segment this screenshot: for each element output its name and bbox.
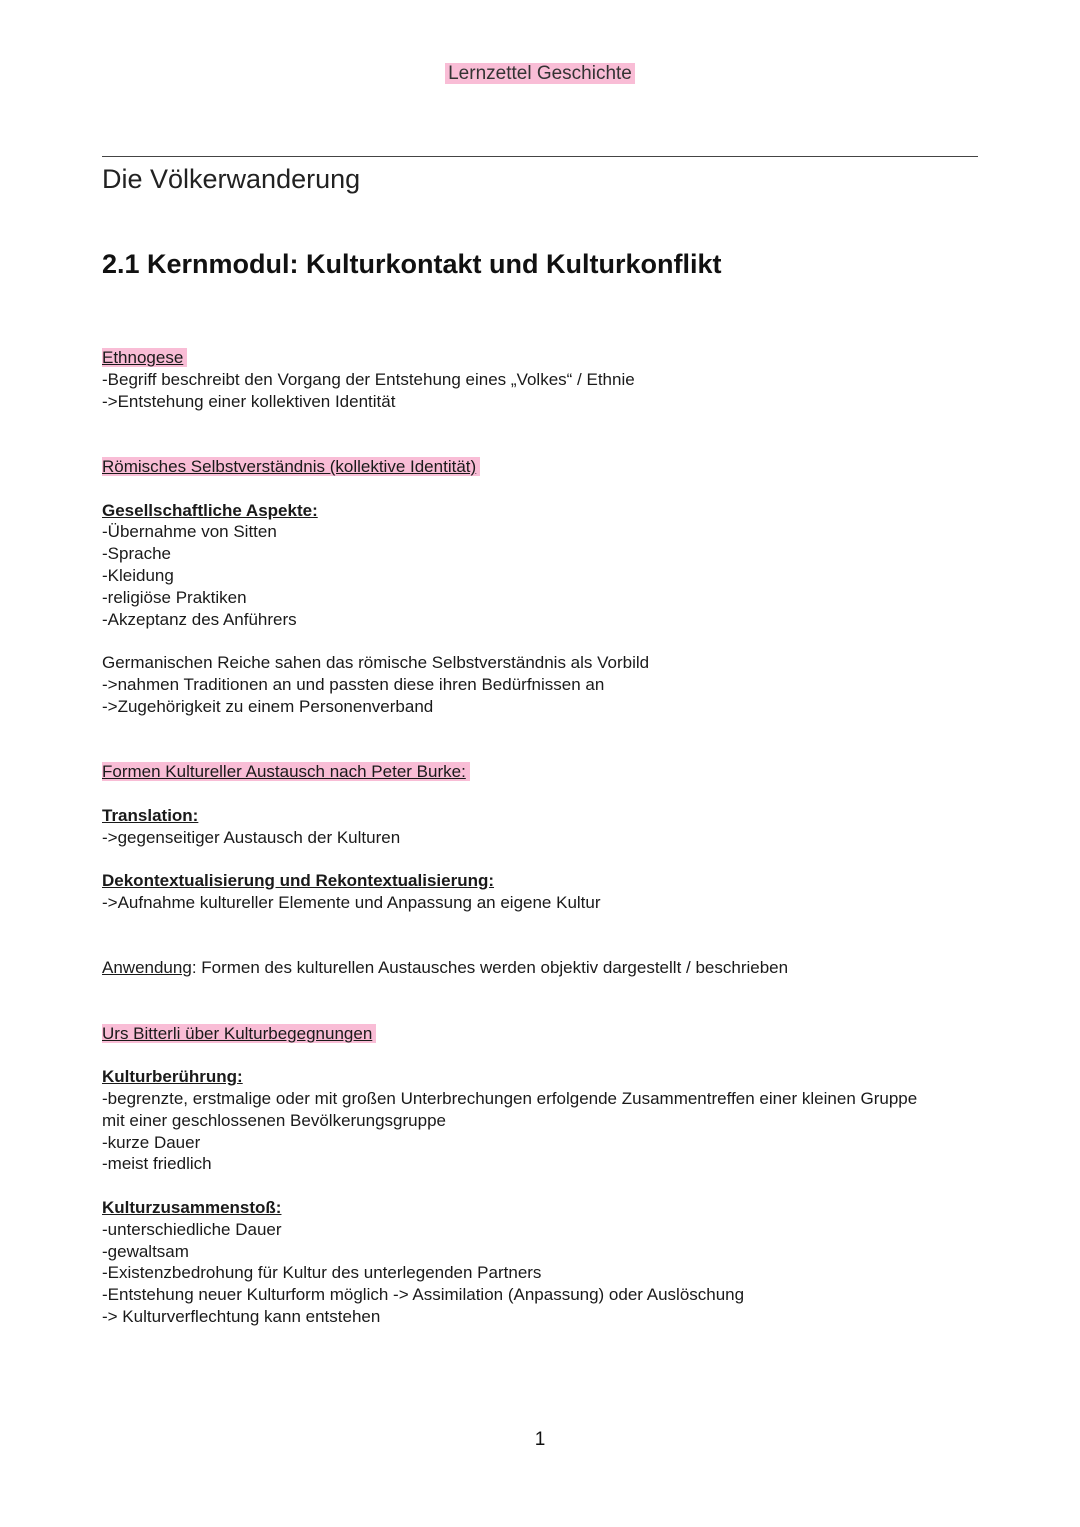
page-number: 1: [534, 1429, 546, 1450]
anwendung-line: [102, 957, 982, 979]
document-body: [102, 347, 982, 1328]
subheading-line: [102, 1197, 982, 1219]
text-line: -> Kulturverflechtung kann entstehen: [102, 1307, 381, 1327]
subheading-line: [102, 1066, 982, 1088]
section-burke-heading-line: [102, 761, 982, 783]
horizontal-rule: [102, 156, 978, 157]
text-line: -Entstehung neuer Kulturform möglich -> Assimilation (Anpassung) oder Auslöschung: [102, 1285, 745, 1305]
list-item: -Akzeptanz des Anführers: [102, 609, 297, 629]
header-title-highlight: Lernzettel Geschichte: [445, 63, 635, 84]
subheading-kulturberuehrung: Kulturberührung:: [102, 1067, 243, 1087]
text-line: ->gegenseitiger Austausch der Kulturen: [102, 827, 401, 847]
section-heading-ethnogese: Ethnogese: [102, 348, 187, 367]
subheading-line: [102, 805, 982, 827]
page-header: [0, 62, 1080, 86]
section-heading-bitterli: Urs Bitterli über Kulturbegegnungen: [102, 1024, 376, 1043]
list-item: -Sprache: [102, 544, 171, 564]
text-line: ->Entstehung einer kollektiven Identität: [102, 391, 396, 411]
subheading-gesellschaftliche-aspekte: Gesellschaftliche Aspekte:: [102, 500, 318, 520]
anwendung-label: Anwendung: [102, 958, 192, 978]
text-line: -unterschiedliche Dauer: [102, 1219, 282, 1239]
subheading-translation: Translation:: [102, 805, 199, 825]
list-item: -Kleidung: [102, 565, 174, 585]
text-line: -meist friedlich: [102, 1154, 212, 1174]
document-title: Die Völkerwanderung: [102, 164, 361, 194]
section-heading-roemisch: Römisches Selbstverständnis (kollektive Identität): [102, 457, 480, 476]
section-bitterli-heading-line: [102, 1023, 982, 1045]
text-line: -kurze Dauer: [102, 1132, 201, 1152]
anwendung-text: : Formen des kulturellen Austausches werden objektiv dargestellt / beschrieben: [191, 958, 789, 978]
subheading-line: [102, 500, 982, 522]
text-line: -Begriff beschreibt den Vorgang der Entstehung eines „Volkes“ / Ethnie: [102, 369, 635, 389]
text-line: ->Zugehörigkeit zu einem Personenverband: [102, 696, 434, 716]
section-heading-burke: Formen Kultureller Austausch nach Peter Burke:: [102, 762, 470, 781]
subheading-dekontextualisierung: Dekontextualisierung und Rekontextualisierung:: [102, 871, 495, 891]
text-line: -begrenzte, erstmalige oder mit großen Unterbrechungen erfolgende Zusammentreffen einer kleinen Gruppe: [102, 1089, 918, 1109]
section-ethnogese-heading-line: [102, 347, 982, 369]
section-roemisch-heading-line: [102, 456, 982, 478]
subheading-kulturzusammenstoss: Kulturzusammenstoß:: [102, 1198, 282, 1218]
module-heading: 2.1 Kernmodul: Kulturkontakt und Kulturkonflikt: [102, 249, 722, 279]
text-line: ->nahmen Traditionen an und passten diese ihren Bedürfnissen an: [102, 674, 605, 694]
text-line: mit einer geschlossenen Bevölkerungsgruppe: [102, 1110, 446, 1130]
text-line: -gewaltsam: [102, 1241, 189, 1261]
text-line: -Existenzbedrohung für Kultur des unterlegenden Partners: [102, 1263, 542, 1283]
list-item: -Übernahme von Sitten: [102, 522, 277, 542]
text-line: Germanischen Reiche sahen das römische Selbstverständnis als Vorbild: [102, 653, 650, 673]
list-item: -religiöse Praktiken: [102, 587, 247, 607]
text-line: ->Aufnahme kultureller Elemente und Anpassung an eigene Kultur: [102, 892, 601, 912]
subheading-line: [102, 870, 982, 892]
